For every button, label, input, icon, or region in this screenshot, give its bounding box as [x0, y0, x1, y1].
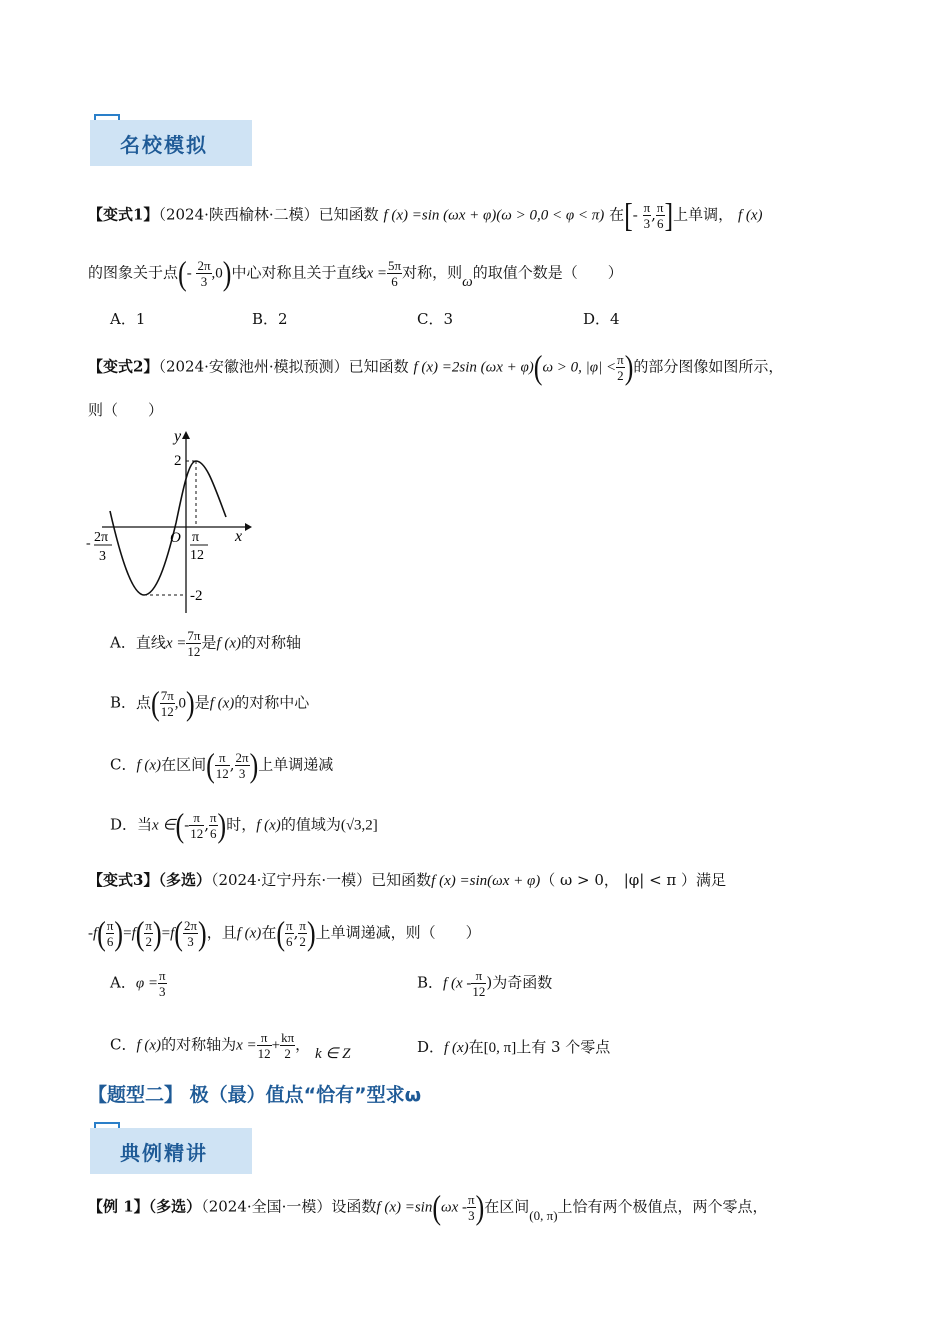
q2-label: 【变式2】	[88, 357, 159, 376]
x-label: x	[235, 528, 243, 545]
q1-source: （2024·陕西榆林·二模）已知函数	[158, 205, 379, 224]
q3-option-d[interactable]: D．f (x)在[0, π]上有 3 个零点	[417, 1038, 611, 1056]
left-tick-minus: -	[86, 536, 91, 551]
q3-label: 【变式3】	[88, 871, 159, 889]
q1-line2	[88, 254, 623, 292]
q1-text: 的图象关于点	[88, 263, 179, 282]
ex1-source: （2024·全国·一模）设函数	[201, 1197, 377, 1216]
q1-label: 【变式1】	[88, 205, 159, 224]
q3-source: （2024·辽宁丹东·一模）已知函数	[210, 871, 432, 889]
q3-condition: （ ω > 0， |φ| < π ）满足	[540, 871, 727, 889]
q1-fx: f (x)	[737, 207, 763, 224]
fraction: $\frac{\pi}{12}$	[472, 968, 486, 999]
fraction: $\frac{\pi}{6}$	[209, 810, 217, 841]
right-tick-num: π	[192, 530, 200, 545]
q3-option-c[interactable]: C．f (x)的对称轴为x = $\frac{\pi}{12}$ + $\frac{k\pi}{2}$ ， k ∈ Z	[110, 1030, 351, 1062]
origin-label: O	[170, 530, 181, 546]
fraction: $\frac{7\pi}{12}$	[187, 628, 201, 659]
q2-option-b[interactable]: B．点( $\frac{7\pi}{12}$ ,0)是f (x)的对称中心	[110, 684, 310, 722]
fraction: $\frac{2\pi}{3}$	[183, 918, 198, 949]
q1-text: 对称，则	[402, 263, 463, 282]
bracket: (	[178, 254, 187, 292]
section-tag-label: 典例精讲	[120, 1141, 208, 1165]
tag-decoration	[94, 1122, 120, 1128]
q3-line2: -f( $\frac{\pi}{6}$ )=f( $\frac{\pi}{2}$ )=f( $\frac{2\pi}{3}$ )，且f (x)在( $\frac{\pi}{6}$ , $\frac{\pi}{2}$ )上单调递减，则（ ）	[88, 914, 481, 952]
q2-text: 的部分图像如图所示，	[633, 357, 784, 376]
y-min-label: -2	[190, 588, 203, 604]
fraction: $\frac{\pi}{12}$	[257, 1030, 271, 1061]
fraction: $\frac{\pi}{6}$	[106, 918, 114, 949]
bracket: (	[533, 348, 543, 386]
fraction: $\frac{7\pi}{12}$	[160, 688, 174, 719]
section-tag-mingxiao	[90, 120, 252, 166]
fraction: $\frac{\pi}{12}$	[190, 810, 204, 841]
q1-omega: ω	[462, 273, 473, 290]
minus: -	[186, 265, 192, 282]
y-axis-arrow	[182, 431, 190, 439]
ex1-line1: 【例 1】（多选）（2024·全国·一模）设函数f (x) =sin(ωx - $\frac{\pi}{3}$ )在区间(0, π)上恰有两个极值点，两个零点，	[88, 1188, 768, 1226]
bracket: [	[624, 196, 633, 234]
ex1-function: f (x) =sin	[376, 1199, 433, 1216]
fraction: $\frac{\pi}{2}$	[299, 918, 306, 949]
q1-option-b[interactable]: B．2	[252, 310, 288, 328]
q1-option-d[interactable]: D．4	[583, 310, 620, 328]
bracket: )	[624, 348, 634, 386]
x-axis-arrow	[245, 523, 252, 531]
section-tag-label: 名校模拟	[120, 133, 208, 157]
ex1-label: 【例 1】	[88, 1197, 149, 1216]
sine-curve	[110, 461, 226, 595]
fraction: $\frac{\pi}{6}$	[656, 200, 664, 231]
q1-text: 的取值个数是（ ）	[472, 263, 623, 282]
q2-option-a[interactable]: A．直线x = $\frac{7\pi}{12}$ 是f (x)的对称轴	[110, 628, 302, 659]
q2-option-d[interactable]: D．当x ∈(- $\frac{\pi}{12}$ , $\frac{\pi}{6}$ )时，f (x)的值域为(√3,2]	[110, 806, 378, 844]
q2-line2: 则（ ）	[88, 401, 164, 419]
y-label: y	[174, 428, 182, 445]
q1-text: 中心对称且关于直线	[231, 263, 367, 282]
q1-option-a[interactable]: A．1	[110, 310, 146, 328]
fraction: $\frac{\pi}{3}$	[159, 968, 166, 999]
q2-source: （2024·安徽池州·模拟预测）已知函数	[158, 357, 409, 376]
q2-function: f (x) =2sin (ωx + φ)	[413, 359, 534, 376]
q3-option-a[interactable]: A．φ = $\frac{\pi}{3}$	[110, 968, 166, 999]
bracket: ]	[664, 196, 674, 234]
q2-condition: ω > 0, |φ| <	[542, 359, 617, 376]
q1-function: f (x) =sin (ωx + φ)(ω > 0,0 < φ < π)	[383, 207, 605, 224]
q1-text: 在	[609, 205, 625, 224]
comma-zero: ,0	[211, 265, 223, 282]
fraction: $\frac{\pi}{6}$	[286, 918, 293, 949]
question-type-heading: 【题型二】 极（最）值点“恰有”型求ω	[88, 1084, 422, 1106]
q3-function: f (x) =sin(ωx + φ)	[431, 873, 541, 889]
y-max-label: 2	[174, 453, 182, 469]
bracket: )	[222, 254, 232, 292]
q1-line1: 【变式1】（2024·陕西榆林·二模）已知函数 f (x) =sin (ωx + φ)(ω > 0,0 < φ < π) 在[- $\frac{\pi}{3}$ , $\frac{\pi}{6}$ ]上单调， f (x)	[88, 196, 763, 234]
q2-line1	[88, 348, 784, 386]
left-tick-den: 3	[99, 549, 106, 564]
q1-option-c[interactable]: C．3	[417, 310, 454, 328]
q1-text: 上单调，	[673, 205, 734, 224]
fraction: $\frac{\pi}{3}$	[468, 1192, 475, 1223]
fraction: $\frac{5\pi}{6}$	[388, 258, 402, 289]
fraction: $\frac{\pi}{2}$	[145, 918, 152, 949]
q2-sine-graph	[80, 425, 260, 620]
fraction: $\frac{\pi}{12}$	[215, 750, 229, 781]
q3-line1	[88, 870, 726, 891]
fraction: $\frac{\pi}{3}$	[643, 200, 651, 231]
left-tick-num: 2π	[94, 530, 109, 545]
minus: -	[632, 207, 638, 224]
fraction: $\frac{2\pi}{3}$	[235, 750, 249, 781]
q1-x: x =	[366, 265, 388, 282]
fraction: $\frac{\pi}{2}$	[617, 352, 624, 383]
fraction: $\frac{2\pi}{3}$	[197, 258, 211, 289]
section-tag-dianli	[90, 1128, 252, 1174]
q3-option-b[interactable]: B．f (x - $\frac{\pi}{12}$ )为奇函数	[417, 968, 553, 999]
tag-decoration	[94, 114, 120, 120]
fraction: $\frac{k\pi}{2}$	[281, 1030, 295, 1061]
q2-option-c[interactable]: C．f (x)在区间( $\frac{\pi}{12}$ , $\frac{2\pi}{3}$ )上单调递减	[110, 746, 334, 784]
q3-multi: （多选）	[158, 871, 211, 889]
ex1-multi: （多选）	[148, 1197, 202, 1216]
right-tick-den: 12	[190, 548, 204, 563]
